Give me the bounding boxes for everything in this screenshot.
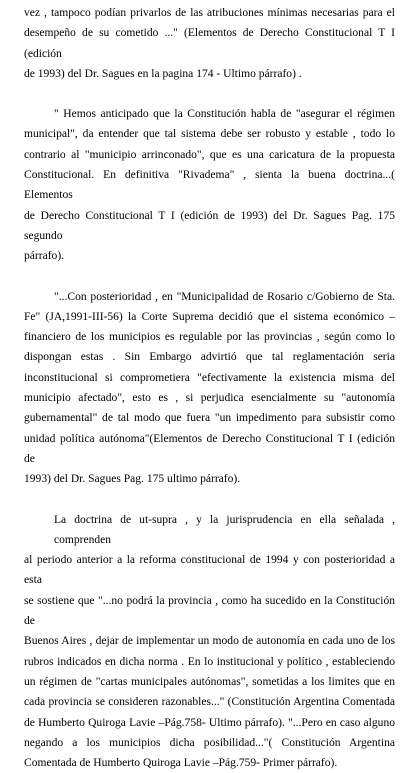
text-line: de Derecho Constitucional T I (edición de 1993) del Dr. Sagues Pag. 175 segundo [24, 209, 395, 242]
text-line: Constitucional. En definitiva "Rivadema" , sienta la buena doctrina...( Elementos [24, 169, 395, 202]
text-line: Fe" (JA,1991-III-56) la Corte Suprema decidió que el sistema económico – [24, 310, 395, 323]
paragraph-3 [24, 287, 395, 490]
text-line: unidad política autónoma"(Elementos de Derecho Constitucional T I (edición de [24, 432, 395, 465]
text-line: financiero de los municipios es regulable por las provincias , según como lo [24, 331, 395, 344]
paragraph-2 [24, 104, 395, 266]
paragraph-1 [24, 3, 395, 84]
text-line: Comentada de Humberto Quiroga Lavie –Pág.759- Primer párrafo). [24, 757, 338, 770]
text-line: municipal", da entender que tal sistema debe ser robusto y estable , todo lo [24, 128, 395, 141]
text-line: de 1993) del Dr. Sagues en la pagina 174 - Ultimo párrafo) . [24, 67, 302, 80]
text-line: rubros indicados en dicha norma . En lo institucional y político , estableciendo [24, 655, 395, 668]
text-line: gubernamental" de tal modo que fuera "un impedimento para subsistir como [24, 412, 395, 425]
text-line: desempeño de su cometido ..." (Elementos de Derecho Constitucional T I (edición [24, 27, 395, 60]
text-line: contrario al "municipio arrinconado", que es una caricatura de la propuesta [24, 148, 395, 161]
text-line: negando a los municipios dicha posibilidad..."( Constitución Argentina [24, 736, 395, 749]
text-line: municipio afectado", esto es , si perjudica esencialmente su "autonomía [24, 392, 395, 405]
text-line: al periodo anterior a la reforma constitucional de 1994 y con posterioridad a esta [24, 554, 395, 587]
text-line: se sostiene que "...no podrá la provincia , como ha sucedido en la Constitución de [24, 594, 395, 628]
text-line: cada provincia se consideren razonables..." (Constitución Argentina Comentada [24, 696, 395, 709]
text-line: inconstitucional si comprometiera "efectivamente la existencia misma del [24, 371, 395, 384]
text-line: vez , tampoco podían privarlos de las atribuciones mínimas necesarias para el [24, 7, 395, 19]
text-line: 1993) del Dr. Sagues Pag. 175 ultimo párrafo). [24, 473, 241, 486]
text-line: de Humberto Quiroga Lavie –Pág.758- Ultimo párrafo). "...Pero en caso alguno [24, 716, 395, 729]
text-line: La doctrina de ut-supra , y la jurisprudencia en ella señalada , comprenden [54, 513, 395, 546]
text-line: un régimen de "cartas municipales autónomas", sometidas a los limites que en [24, 675, 395, 688]
text-line: "...Con posterioridad , en "Municipalidad de Rosario c/Gobierno de Sta. [54, 290, 395, 303]
text-line: dispongan estas . Sin Embargo advirtió que tal reglamentación seria [24, 351, 395, 364]
text-line: párrafo). [24, 250, 65, 263]
text-line: " Hemos anticipado que la Constitución habla de "asegurar el régimen [54, 108, 395, 121]
text-line: Buenos Aires , dejar de implementar un modo de autonomía en cada uno de los [24, 635, 395, 648]
paragraph-4 [24, 510, 395, 773]
